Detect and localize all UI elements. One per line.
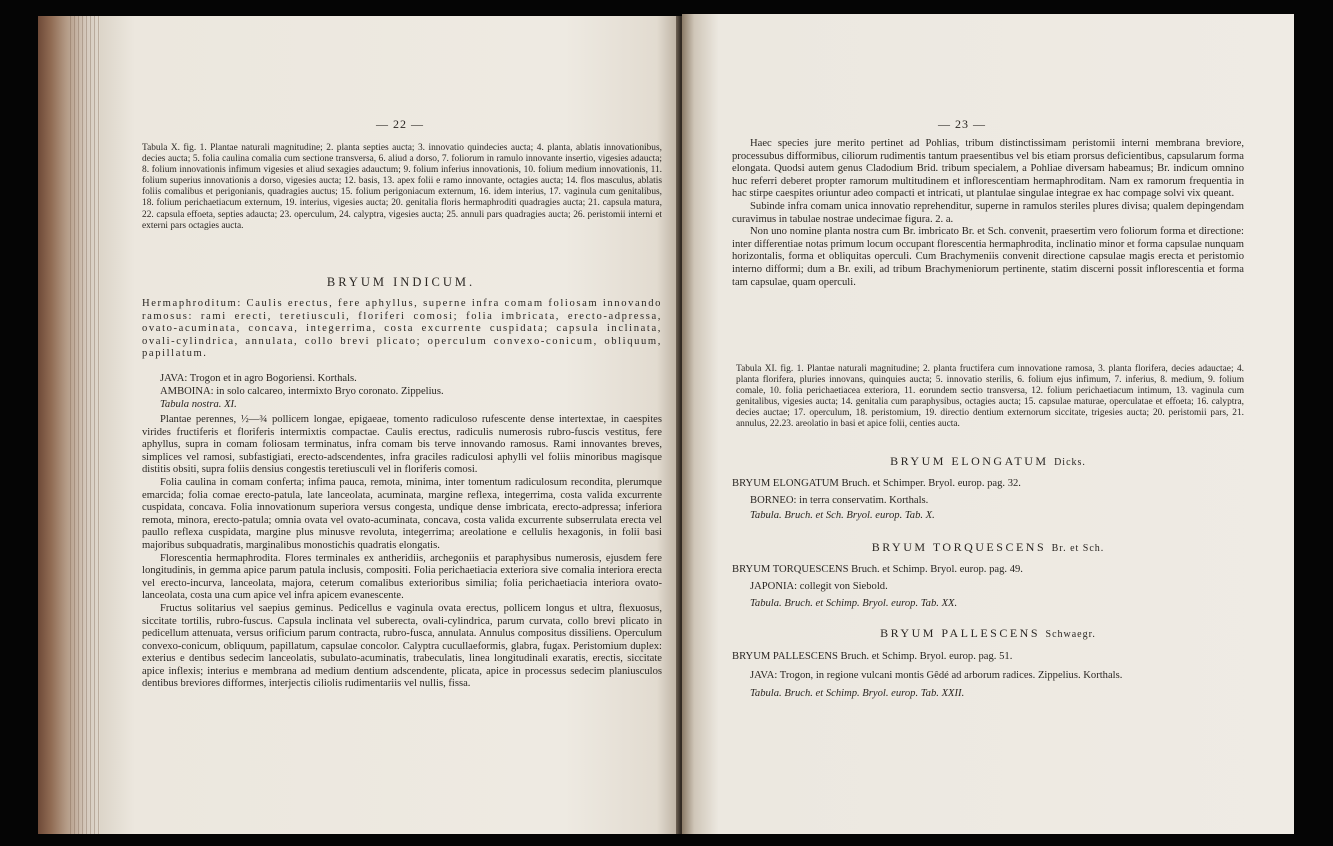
elongatum-synonym: BRYUM ELONGATUM Bruch. et Schimper. Bryol. europ. pag. 32. (732, 478, 1021, 489)
description-text (142, 414, 662, 691)
discussion-text (732, 138, 1244, 289)
pallescens-locality: JAVA: Trogon, in regione vulcani montis Gêdé ad arborum radices. Zippelius. Korthals. (750, 670, 1123, 681)
locality-java: JAVA: Trogon et in agro Bogoriensi. Korthals. (160, 373, 357, 384)
paragraph-leaves: Folia caulina in comam conferta; infima pauca, remota, minima, inter tomentum radiculosum recondita, plerumque emarcida; folia comae erecto-patula, late lanceolata, acuminata, margine reflexa, integerrima, costa valida excurrente cuspidata, concava. Folia innovationum superiora versus congesta, undique dense imbricata, erecto-adpressa; inferiora remota, minora, erecto-patula; omnia ovata vel ovato-acuminata, concava, costa valida excurrente subserrulata erecta vel paullo reflexa cuspidata, margine plus minusve revoluta, integerrima; areolatione e cellulis hexagonis, in folii basi majoribus subquadratis, marginalibus monostichis quadratis elongatis. (142, 476, 662, 551)
right-page-number: — 23 — (938, 117, 986, 131)
section-name: BRYUM PALLESCENS (880, 626, 1041, 640)
species-title: BRYUM INDICUM. (326, 275, 476, 289)
right-page (682, 14, 1294, 834)
paragraph-pohlia: Haec species jure merito pertinet ad Pohlias, tribum distinctissimam peristomii interni membrana breviore, processubus difformibus, ciliorum rudimentis tantum praesentibus vel bis etiam prorsus deficientibus, capsularum forma elongata. Quodsi autem genus Cladodium Brid. tribum specialem, a Pohliae diversam habeamus; Br. indicum omnino huc referri deberet propter ramorum multitudinem et inflorescentiam hermaphroditam. Nam ex ramorum frequentia in hac stirpe caespites oriuntur adeo compacti et intricati, ut plantulae singulae integrae ex hac compage solvi vix queant. (732, 138, 1244, 200)
paragraph-plants: Plantae perennes, ½—¾ pollicem longae, epigaeae, tomento radiculoso rufescente dense intertextae, in caespites virides fructiferis et floriferis intermixtis compactae. Caulis erectus, radiculis numerosis rubro-fuscis vestitus, fere aphyllus, supra in comam foliosam terminatus, infra comam bis terve innovando ramosus. Rami innovantes breves, simplices vel ramosi, subfastigiati, erecto-adscendentes, infra graciles radiculosi aphylli vel foliis minoribus magisque distitis obsiti, supra foliis densius congestis teretiusculi vel in floriferis comosi. (142, 414, 662, 476)
elongatum-locality: BORNEO: in terra conservatim. Korthals. (750, 495, 929, 506)
section-title-pallescens (732, 626, 1244, 641)
elongatum-plate: Tabula. Bruch. et Sch. Bryol. europ. Tab. X. (750, 510, 935, 521)
section-name: BRYUM ELONGATUM (890, 454, 1049, 468)
paragraph-comparison: Non uno nomine planta nostra cum Br. imbricato Br. et Sch. convenit, praesertim vero foliorum forma et directione: inter differentiae notas primum locum occupant florescentia hermaphrodita, inclinatio minor et forma capsulae nunquam horizontalis, forma et obliquitas operculi. Cum Brachymeniis convenit directione capsulae magis erecta et peristomio interno difformi; dum a Br. exili, ad tribum Brachymeniorum pertinente, statim discerni possit inflorescentia et forma tam capsulae, quam operculi. (732, 226, 1244, 288)
section-author: Schwaegr. (1045, 629, 1096, 640)
torquescens-plate: Tabula. Bruch. et Schimp. Bryol. europ. Tab. XX. (750, 598, 958, 609)
left-page (100, 16, 680, 834)
pallescens-synonym: BRYUM PALLESCENS Bruch. et Schimp. Bryol. europ. pag. 51. (732, 651, 1013, 662)
pallescens-plate: Tabula. Bruch. et Schimp. Bryol. europ. Tab. XXII. (750, 688, 965, 699)
section-title-torquescens (732, 540, 1244, 555)
section-title-elongatum (732, 454, 1244, 469)
paragraph-flowers: Florescentia hermaphrodita. Flores terminales ex antheridiis, archegoniis et paraphysibus numerosis, ejusdem fere longitudinis, in gemma apice parum patula inclusis, compositi. Folia perichaetiacia exteriora sive comalia interiora erecta vel erecto-incurva, lanceolata, majora, ceterum comalibus exterioribus similia; folia perichaetiacia interiora ovato-lanceolata, costa una cum apice vel infra apicem evanescente. (142, 552, 662, 602)
plate-reference: Tabula nostra. XI. (160, 399, 237, 410)
torquescens-locality: JAPONIA: collegit von Siebold. (750, 581, 888, 592)
left-page-number: — 22 — (376, 117, 424, 131)
left-plate-caption: Tabula X. fig. 1. Plantae naturali magnitudine; 2. planta septies aucta; 3. innovatio quindecies aucta; 4. planta, ablatis innovationibus, decies aucta; 5. folia caulina comalia cum sectione transversa, 6. aliud a dorso, 7. foliorum in ramulo innovante insertio, vigesies adaucta; 8. folium innovationis infimum vigesies et aliud sexagies adauctum; 9. folium inferius innovationis, 10. folium medium innovationis, 11. folium superius innovationis a dorso, vigesies aucta; 12. basis, 13. apex folii e ramo innovante, octagies aucta; 14. flos masculus, ablatis foliis comalibus et perigonianis, quadragies auctus; 15. folium perigoniacum externum, 16. idem interius, 17. vaginula cum genitalibus, 18. folium perichaetiacum externum, 19. interius, vigesies aucta; 20. genitalia floris hermaphroditi quadragies aucta; 21. capsula matura, 22. capsula effoeta, septies adaucta; 23. operculum, 24. calyptra, vigesies aucta; 25. annuli pars quadragies aucta; 26. peristomii interni et externi pars octagies aucta. (142, 143, 662, 231)
section-author: Dicks. (1054, 457, 1086, 468)
torquescens-synonym: BRYUM TORQUESCENS Bruch. et Schimp. Bryol. europ. pag. 49. (732, 564, 1023, 575)
paragraph-fruit: Fructus solitarius vel saepius geminus. Pedicellus e vaginula ovata erectus, pollicem longus et ultra, flexuosus, siccitate tortilis, rubro-fuscus. Capsula inclinata vel suberecta, ovali-cylindrica, parum curvata, collo brevi plicato in pedicellum attenuata, versus orificium parum contracta, rubro-fusca, annulata. Annulus compositus dissiliens. Operculum convexo-conicum, obliquum, papillatum, capsulae concolor. Calyptra cucullaeformis, glabra, fugax. Peristomium duplex: exterius e dentibus sedecim lanceolatis, subulato-acuminatis, trabeculatis, linea longitudinali exaratis, erectis, siccitate apice inflexis; interius e membrana ad medium dentium adscendente, plicata, apice in processus sedecim planiusculos dentibus breviores difformes, interjectis ciliolis rudimentariis vel nullis, fissa. (142, 602, 662, 690)
locality-amboina: AMBOINA: in solo calcareo, intermixto Bryo coronato. Zippelius. (160, 386, 444, 397)
right-plate-caption: Tabula XI. fig. 1. Plantae naturali magnitudine; 2. planta fructifera cum innovatione ramosa, 3. planta florifera, decies adauctae; 4. planta florifera, pluries innovans, quinquies aucta; 5. innovatio sterilis, 6. folium ejus infimum, 7. inferius, 8. medium, 9. folium comale, 10. folia perichaetiacea exteriora, 11. eorundem sectio transversa, 12. folium perichaetiacum intimum, 13. vaginula cum genitalibus, vigesies aucta; 14. genitalia cum paraphysibus, octagies aucta; 15. capsulae maturae, operculatae et effoeta; 16. calyptra, decies auctae; 17. operculum, 18. peristomium, 19. directio dentium externorum siccitate, trigesies aucta; 20. peristomii pars, 21. annulus, 22.23. areolatio in basi et apice folii, centies aucta. (736, 364, 1244, 430)
paragraph-innovation: Subinde infra comam unica innovatio reprehenditur, superne in ramulos steriles plures divisa; qualem depingendam curavimus in tabulae nostrae undecimae figura. 2. a. (732, 200, 1244, 225)
section-author: Br. et Sch. (1051, 543, 1105, 554)
section-name: BRYUM TORQUESCENS (871, 540, 1047, 554)
species-diagnosis: Hermaphroditum: Caulis erectus, fere aphyllus, superne infra comam foliosam innovando ramosus: rami erecti, teretiusculi, floriferi comosi; folia imbricata, erecto-adpressa, ovato-acuminata, concava, integerrima, costa excurrente cuspidata; capsula inclinata, ovali-cylindrica, annulata, collo brevi plicato; operculum convexo-conicum, obliquum, papillatum. (142, 298, 662, 360)
